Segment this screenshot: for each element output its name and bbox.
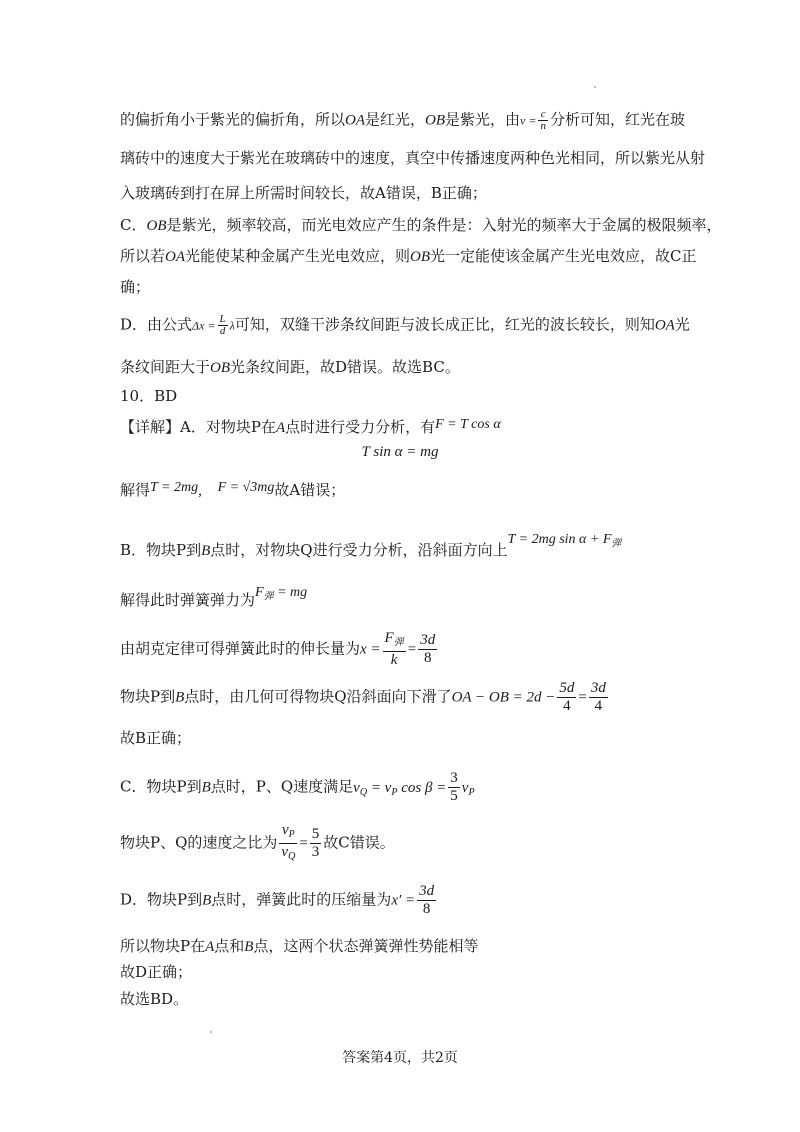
text-line-23: 故选BD。: [120, 990, 189, 1008]
fraction-c-over-n: $\frac{c}{n}$: [540, 108, 546, 132]
fraction-L-over-d: $\frac{L}{d}$: [219, 313, 226, 337]
formula-vQ: $v_Q = v_P$ cos β =: [353, 779, 447, 798]
fraction-3d-over-8-b: $\frac{3d}{8}$: [419, 883, 435, 917]
text-line-18: C．物块P到B点时，P、Q速度满足$v_Q = v_P$ cos β = $\frac{3}{5}$ $v_P$: [120, 770, 475, 804]
text-line-1: 的偏折角小于紫光的偏折角，所以OA是红光，OB是紫光，由v = $\frac{c}{n}$ 分析可知，红光在玻: [120, 108, 685, 132]
formula-T-B: T = 2mg $\sin \alpha + F_弹$: [507, 532, 622, 549]
fraction-5-over-3: $\frac{5}{3}$: [311, 826, 320, 860]
fraction-vP-over-vQ: $\frac{v_P}{v_Q}$: [281, 822, 296, 862]
text-line-6: 确；: [120, 278, 151, 296]
formula-v-eq: v =: [520, 113, 537, 128]
fraction-3-over-5: $\frac{3}{5}$: [450, 770, 458, 804]
formula-F-sqrt3mg: F = √3mg: [217, 480, 275, 495]
fraction-3d-over-8: $\frac{3d}{8}$: [420, 632, 436, 666]
formula-T-2mg: T = 2mg: [150, 480, 199, 495]
text-line-7: D．由公式Δx = $\frac{L}{d}$ λ可知，双缝干涉条纹间距与波长成正比，红光的波长较长，则知OA光: [120, 313, 690, 337]
text-line-8: 条纹间距大于OB光条纹间距，故D错误。故选BC。: [120, 358, 460, 376]
formula-F-eq-Tcos: F = T cos α: [435, 417, 501, 432]
text-line-20: D．物块P到B点时，弹簧此时的压缩量为x′ = $\frac{3d}{8}$: [120, 883, 435, 917]
formula-delta-x: Δx =: [192, 318, 216, 333]
fraction-3d-over-4: $\frac{3d}{4}$: [590, 680, 606, 714]
fraction-F-over-k: $\frac{F_弹}{k}$: [384, 630, 404, 668]
page-footer: 答案第4页，共2页: [342, 1050, 458, 1066]
text-line-5: 所以若OA光能使某种金属产生光电效应，则OB光一定能使该金属产生光电效应，故C正: [120, 247, 697, 265]
text-line-16: 物块P到B点时，由几何可得物块Q沿斜面向下滑了OA − OB = 2d − $\frac{5d}{4}$ = $\frac{3d}{4}$: [120, 680, 606, 714]
text-line-21: 所以物块P在A点和B点，这两个状态弹簧弹性势能相等: [120, 937, 479, 955]
text-line-15: 由胡克定律可得弹簧此时的伸长量为x = $\frac{F_弹}{k}$ = $\frac{3d}{8}$: [120, 630, 436, 668]
formula-F-spring: $F_弹$ = mg: [255, 585, 308, 602]
text-line-12: 解得T = 2mg, F = √3mg故A错误；: [120, 480, 346, 499]
scan-speck: [210, 1031, 212, 1033]
text-line-17: 故B正确；: [120, 729, 192, 747]
text-line-2: 璃砖中的速度大于紫光在玻璃砖中的速度，真空中传播速度两种色光相同，所以紫光从射: [120, 149, 706, 167]
question-number-10: 10．BD: [120, 387, 178, 405]
text-line-19: 物块P、Q的速度之比为 $\frac{v_P}{v_Q}$ = $\frac{5}{3}$ 故C错误。: [120, 822, 395, 865]
text-line-14: 解得此时弹簧弹力为$F_弹$ = mg: [120, 585, 308, 609]
fraction-5d-over-4: $\frac{5d}{4}$: [559, 680, 575, 714]
equation-T-sin: T sin α = mg: [361, 444, 439, 460]
text-line-3: 入玻璃砖到打在屏上所需时间较长，故A错误，B正确；: [120, 184, 487, 202]
text-line-10: 【详解】A．对物块P在A点时进行受力分析，有F = T cos α: [120, 417, 501, 436]
text-line-4: C．OB是紫光，频率较高，而光电效应产生的条件是：入射光的频率大于金属的极限频率，: [120, 216, 722, 234]
text-line-22: 故D正确；: [120, 963, 193, 981]
formula-OA-OB: OA − OB = 2d −: [451, 689, 556, 706]
scan-speck: [594, 86, 596, 88]
text-line-13: B．物块P到B点时，对物块Q进行受力分析，沿斜面方向上T = 2mg $\sin \alpha + F_弹$: [120, 532, 622, 559]
